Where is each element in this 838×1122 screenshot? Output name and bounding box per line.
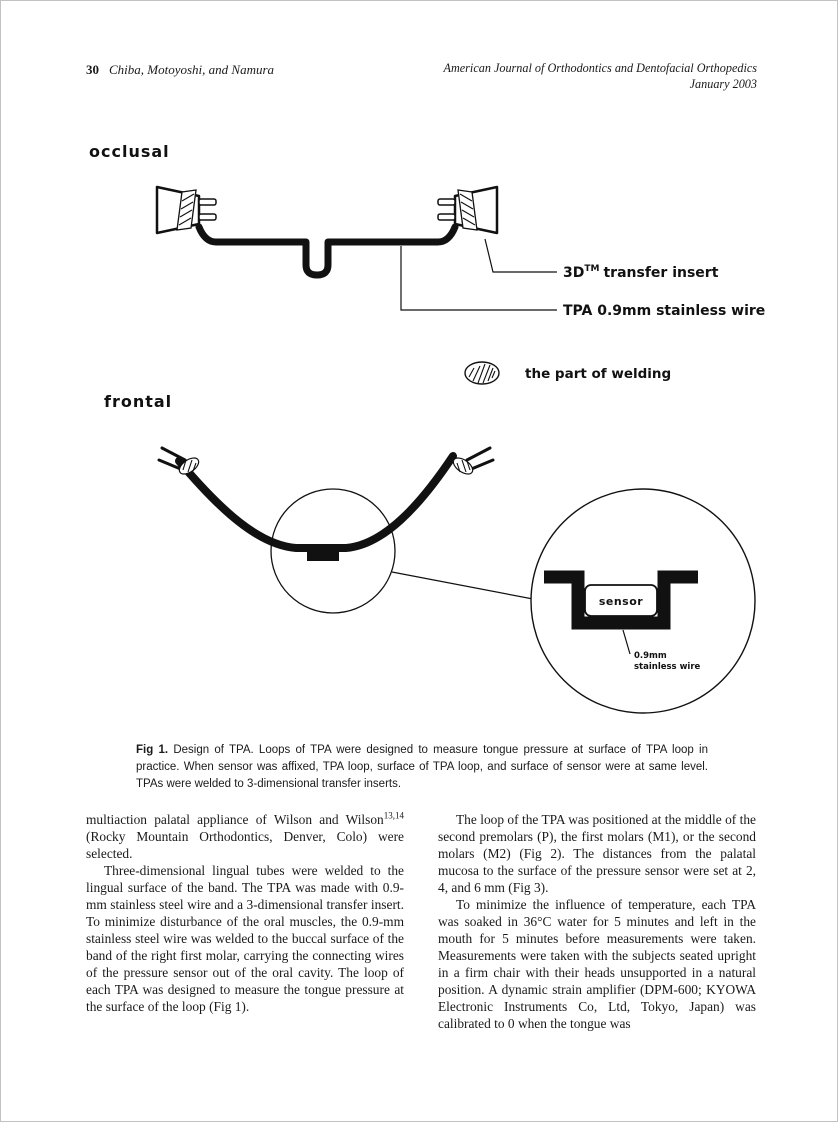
- header-left: [86, 62, 274, 78]
- loop-notch: [307, 550, 339, 561]
- body-paragraph: Three-dimensional lingual tubes were welded to the lingual surface of the band. The TPA was made with 0.9-mm stainless steel wire and a 3-dimensional transfer insert. To minimize disturbance of the oral muscles, the 0.9-mm stainless steel wire was welded to the buccal surface of the band of the right first molar, carrying the connecting wires of the pressure sensor out of the oral cavity. The loop of each TPA was designed to measure the tongue pressure at the surface of the loop (Fig 1).: [86, 863, 404, 1014]
- tpa-wire-frontal: [179, 456, 453, 548]
- frontal-view-label: frontal: [104, 392, 173, 411]
- transfer-insert-left: [157, 187, 216, 233]
- header-right: [444, 60, 757, 92]
- transfer-insert-right: [438, 187, 497, 233]
- sensor-label: sensor: [598, 595, 644, 608]
- issue-date: January 2003: [689, 77, 757, 91]
- insert-prong: [199, 214, 216, 220]
- caption-label: Fig 1.: [136, 744, 169, 756]
- right-column: [438, 811, 756, 1032]
- left-column: [86, 811, 404, 1032]
- occlusal-view-label: occlusal: [89, 142, 170, 161]
- body-paragraph: multiaction palatal appliance of Wilson and Wilson$^{13,14}$ (Rocky Mountain Orthodontics, Denver, Colo) were selected.: [86, 810, 404, 861]
- leader-tpa-wire: [401, 246, 557, 310]
- page-number: 30: [86, 62, 99, 77]
- figure-caption: [136, 742, 708, 793]
- wire-size-label-line1: 0.9mm: [634, 651, 667, 661]
- insert-prong: [438, 199, 455, 205]
- insert-prong: [199, 199, 216, 205]
- magnifier-leader: [392, 572, 533, 599]
- leader-transfer-insert: [485, 239, 557, 272]
- occlusal-view: [157, 187, 765, 319]
- figure-1-diagram: [1, 119, 838, 739]
- frontal-view: [159, 448, 755, 713]
- insert-prong: [438, 214, 455, 220]
- tpa-wire-occlusal: [199, 227, 455, 275]
- wire-size-label-line2: stainless wire: [634, 662, 701, 672]
- welding-legend: [465, 362, 671, 384]
- journal-title: American Journal of Orthodontics and Dentofacial Orthopedics: [443, 61, 757, 75]
- transfer-insert-annotation: 3D™ transfer insert: [563, 264, 719, 281]
- welding-legend-label: the part of welding: [525, 366, 672, 382]
- reference-superscript: 13,14: [383, 810, 404, 821]
- body-paragraph: To minimize the influence of temperature, each TPA was soaked in 36°C water for 5 minutes and left in the mouth for 5 minutes before measurements were taken. Measurements were taken with the subjects seated upright in a firm chair with their heads unsupported in a natural position. A dynamic strain amplifier (DPM-600; KYOWA Electronic Instruments Co, Ltd, Tokyo, Japan) was calibrated to 0 when the tongue was: [438, 897, 756, 1031]
- body-text: [86, 811, 760, 1032]
- running-authors: Chiba, Motoyoshi, and Namura: [109, 62, 275, 77]
- body-paragraph: The loop of the TPA was positioned at the middle of the second premolars (P), the first molars (M1), or the second molars (M2) (Fig 2). The distances from the palatal mucosa to the surface of the pressure sensor were set at 2, 4, and 6 mm (Fig 3).: [438, 812, 756, 895]
- tpa-wire-annotation: TPA 0.9mm stainless wire: [563, 303, 766, 319]
- caption-text: Design of TPA. Loops of TPA were designed to measure tongue pressure at surface of TPA loop in practice. When sensor was affixed, TPA loop, surface of TPA loop, and surface of sensor were at same level. TPAs were welded to 3-dimensional transfer inserts.: [136, 744, 708, 790]
